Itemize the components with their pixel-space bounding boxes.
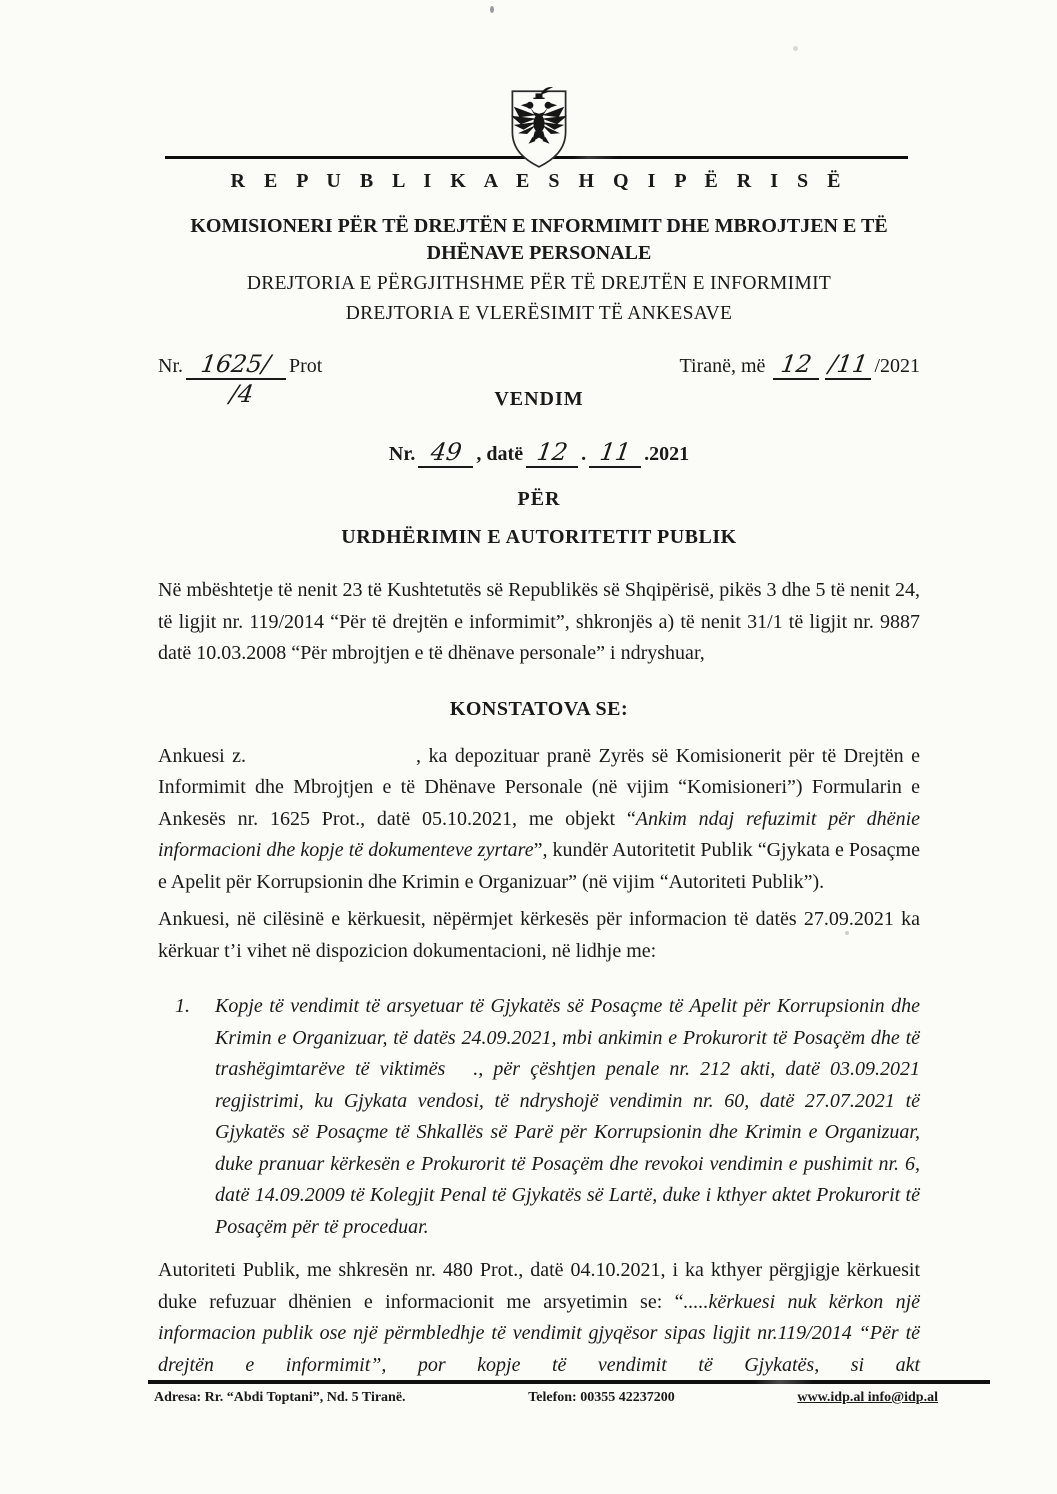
decision-day-handwritten: 12: [534, 438, 570, 466]
footer-website-link[interactable]: www.idp.al info@idp.al: [797, 1390, 938, 1405]
decision-subject-heading: URDHËRIMIN E AUTORITETIT PUBLIK: [341, 526, 737, 548]
request-paragraph: Ankuesi, në cilësinë e kërkuesit, nëpërmjet kërkesës për informacion të datës 27.09.2021 ka kërkuar t’i vihet në dispozicion dokumentacioni, në lidhje me:: [158, 908, 920, 962]
protocol-nr-handwritten: 1625/: [199, 350, 273, 378]
date-day-blank: [773, 350, 819, 380]
authority-response-paragraph: Autoriteti Publik, me shkresën nr. 480 Prot., datë 04.10.2021, i ka kthyer përgjigje kërkuesit duke refuzuar dhënien e informacionit me arsyetimin se: “.....kërkuesi nuk kërkon një informacion publik ose një përmbledhje të vendimit gjyqësor sipas ligjit nr.119/2014 “Për të drejtën e informimit”, por kopje të vendimit të Gjykatës, si akt: [158, 1259, 921, 1376]
decision-date-label: , datë: [476, 443, 524, 465]
scan-speck: [490, 6, 494, 13]
list-item-number: 1.: [175, 995, 190, 1017]
directorate-line2: DREJTORIA E VLERËSIMIT TË ANKESAVE: [345, 303, 733, 324]
republic-title: R E P U B L I K A E S H Q I P Ë R I S Ë: [230, 170, 848, 192]
complaint-paragraph: Ankuesi z. , ka depozituar pranë Zyrës së Komisionerit për të Drejtën e Informimit dhe Mbrojtjen e të Dhënave Personale (në vijim “Komisioneri”) Formularin e Ankesës nr. 1625 Prot., datë 05.10.2021, me objekt “Ankim ndaj refuzimit për dhënie informacioni dhe kopje të dokumenteve zyrtare”, kundër Autoritetit Publik “Gjykata e Posaçme e Apelit për Korrupsionin dhe Krimin e Organizuar” (në vijim “Autoriteti Publik”).: [158, 744, 920, 893]
footer-phone: Telefon: 00355 42237200: [528, 1390, 675, 1405]
place-date-block: [679, 350, 920, 380]
decision-dot: .: [581, 443, 587, 465]
decision-nr-label: Nr.: [388, 443, 416, 465]
directorate-line1: DREJTORIA E PËRGJITHSHME PËR TË DREJTËN E INFORMIMIT: [246, 273, 832, 294]
page-footer: [148, 1380, 990, 1406]
date-day-handwritten: 12: [779, 350, 814, 378]
legal-basis-paragraph: Në mbështetje të nenit 23 të Kushtetutës së Republikës së Shqipërisë, pikës 3 dhe 5 të nenit 24, të ligjit nr. 119/2014 “Për të drejtën e informimit”, shkronjës a) të nenit 31/1 të ligjit nr. 9887 datë 10.03.2008 “Për mbrojtjen e të dhënave personale” i ndryshuar,: [158, 579, 920, 664]
decision-nr-handwritten: 49: [428, 438, 464, 466]
decision-nr-blank: [418, 438, 473, 468]
decision-month-handwritten: 11: [597, 438, 633, 466]
per-heading: PËR: [517, 488, 561, 510]
decision-year-printed: .2021: [644, 443, 690, 465]
footer-address: Adresa: Rr. “Abdi Toptani”, Nd. 5 Tiranë.: [154, 1390, 406, 1405]
list-item: [158, 991, 920, 1243]
date-month-handwritten: /11: [827, 350, 870, 378]
protocol-row: [158, 350, 920, 439]
albanian-eagle-emblem-icon: [504, 84, 574, 170]
decision-number-line: [158, 438, 920, 468]
protocol-nr-sub-handwritten: /4: [228, 380, 256, 408]
protocol-nr-sub-block: [158, 380, 322, 408]
date-year-printed: /2021: [874, 355, 920, 377]
institution-name-line2: DHËNAVE PERSONALE: [426, 242, 652, 264]
scan-speck: [793, 46, 798, 51]
date-month-blank: [825, 350, 871, 380]
decision-day-blank: [526, 438, 578, 468]
protocol-number-block: [158, 350, 323, 408]
institution-name-line1: KOMISIONERI PËR TË DREJTËN E INFORMIMIT DHE MBROJTJEN E TË: [190, 215, 888, 237]
protocol-prot-label: Prot: [289, 355, 323, 377]
protocol-nr-label: Nr.: [158, 355, 183, 377]
konstatova-heading: KONSTATOVA SE:: [449, 697, 629, 720]
place-date-label: Tiranë, më: [679, 355, 766, 377]
decision-title: VENDIM: [494, 388, 584, 410]
list-item-text: Kopje të vendimit të arsyetuar të Gjykatës së Posaçme të Apelit për Korrupsionin dhe Krimin e Organizuar, të datës 24.09.2021, mbi ankimin e Prokurorit të Posaçëm dhe të trashëgimtarëve të viktimës ., për çështjen penale nr. 212 akti, datë 03.09.2021 regjistrimi, ku Gjykata vendosi, të ndryshojë vendimin nr. 60, datë 27.07.2021 të Gjykatës së Posaçme të Shkallës së Parë për Korrupsionin dhe Krimin e Organizuar, duke pranuar kërkesën e Prokurorit të Posaçëm dhe revokoi vendimin e pushimit nr. 6, datë 14.09.2009 të Kolegjit Penal të Gjykatës së Lartë, duke i kthyer aktet Prokurorit të Posaçëm për të proceduar.: [215, 995, 920, 1238]
scan-speck: [845, 931, 849, 935]
decision-month-blank: [589, 438, 641, 468]
protocol-nr-blank: [186, 350, 286, 380]
